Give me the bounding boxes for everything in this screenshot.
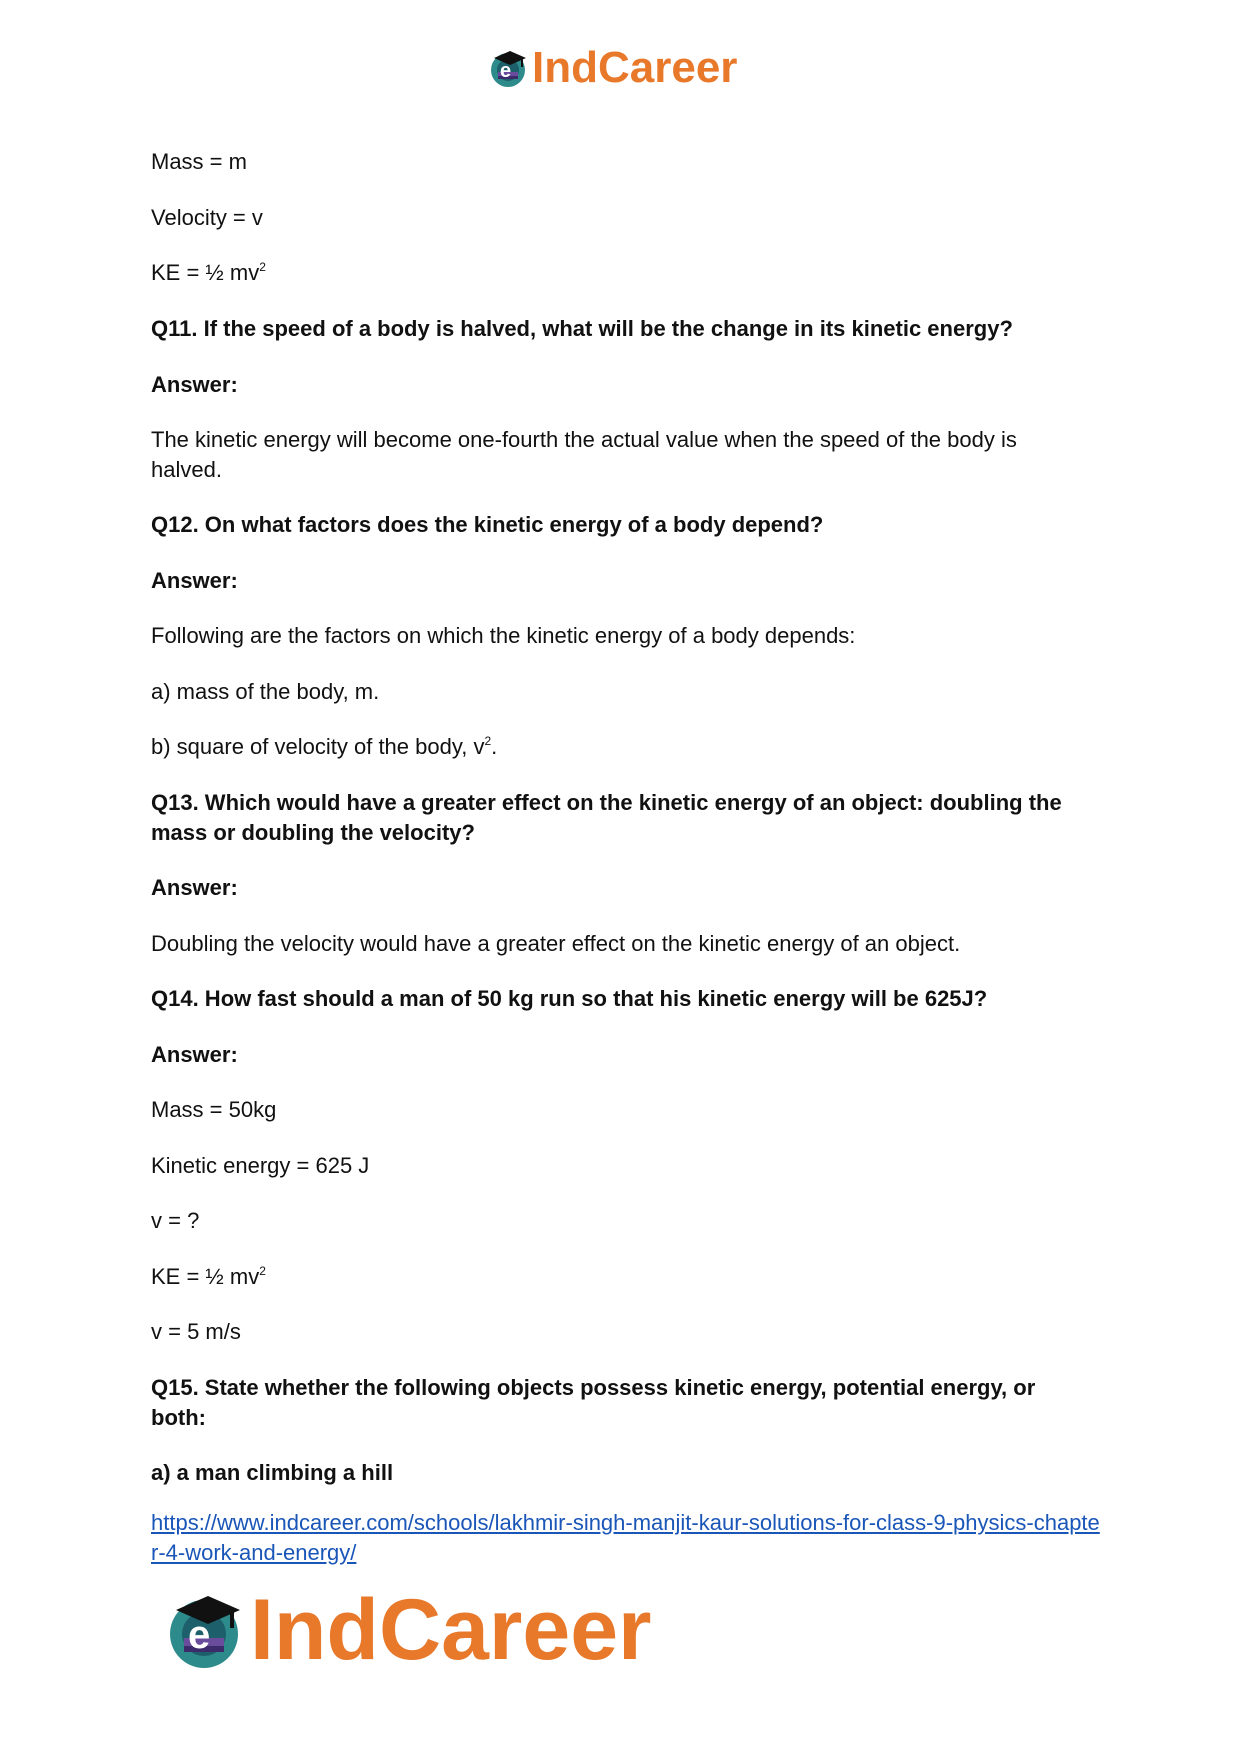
footer-logo-text: IndCareer — [250, 1582, 652, 1678]
question-q12: Q12. On what factors does the kinetic energy of a body depend? — [151, 512, 824, 537]
svg-text:e: e — [500, 60, 512, 82]
question-q14: Q14. How fast should a man of 50 kg run so that his kinetic energy will be 625J? — [151, 986, 988, 1011]
answer-label: Answer: — [151, 568, 238, 593]
velocity-line: Velocity = v — [151, 205, 263, 230]
source-link[interactable]: https://www.indcareer.com/schools/lakhmir-singh-manjit-kaur-solutions-for-class-9-physics-chapter-4-work-and-energy/ — [151, 1510, 1100, 1565]
question-q15: Q15. State whether the following objects possess kinetic energy, potential energy, or both: — [151, 1375, 1036, 1430]
footer-logo — [160, 1582, 652, 1678]
svg-text:e: e — [188, 1613, 211, 1657]
answer-label: Answer: — [151, 372, 238, 397]
mass-line: Mass = m — [151, 149, 247, 174]
header-logo — [486, 40, 737, 96]
header-logo-text: IndCareer — [532, 43, 738, 92]
ke-formula-line: KE = ½ $mv^2$ — [151, 260, 266, 285]
answer-q12-intro: Following are the factors on which the kinetic energy of a body depends: — [151, 623, 856, 648]
answer-q12-item-a: a) mass of the body, m. — [151, 679, 380, 704]
graduation-cap-globe-icon — [486, 46, 530, 90]
answer-q12-item-b: b) square of velocity of the body, $v^2$. — [151, 734, 498, 759]
answer-q14-result: v = 5 m/s — [151, 1319, 241, 1344]
answer-label: Answer: — [151, 1042, 238, 1067]
question-q11: Q11. If the speed of a body is halved, what will be the change in its kinetic energy? — [151, 316, 1013, 341]
answer-q14-mass: Mass = 50kg — [151, 1097, 277, 1122]
answer-label: Answer: — [151, 875, 238, 900]
answer-q11: The kinetic energy will become one-fourth the actual value when the speed of the body is halved. — [151, 427, 1017, 482]
answer-q14-ke: Kinetic energy = 625 J — [151, 1153, 370, 1178]
question-q15-part-a: a) a man climbing a hill — [151, 1460, 394, 1485]
answer-q14-formula: KE = ½ $mv^2$ — [151, 1264, 266, 1289]
question-q13: Q13. Which would have a greater effect on the kinetic energy of an object: doubling the mass or doubling the velocity? — [151, 790, 1062, 845]
graduation-cap-globe-icon — [160, 1586, 248, 1674]
answer-q13: Doubling the velocity would have a greater effect on the kinetic energy of an object. — [151, 931, 961, 956]
answer-q14-v: v = ? — [151, 1208, 200, 1233]
